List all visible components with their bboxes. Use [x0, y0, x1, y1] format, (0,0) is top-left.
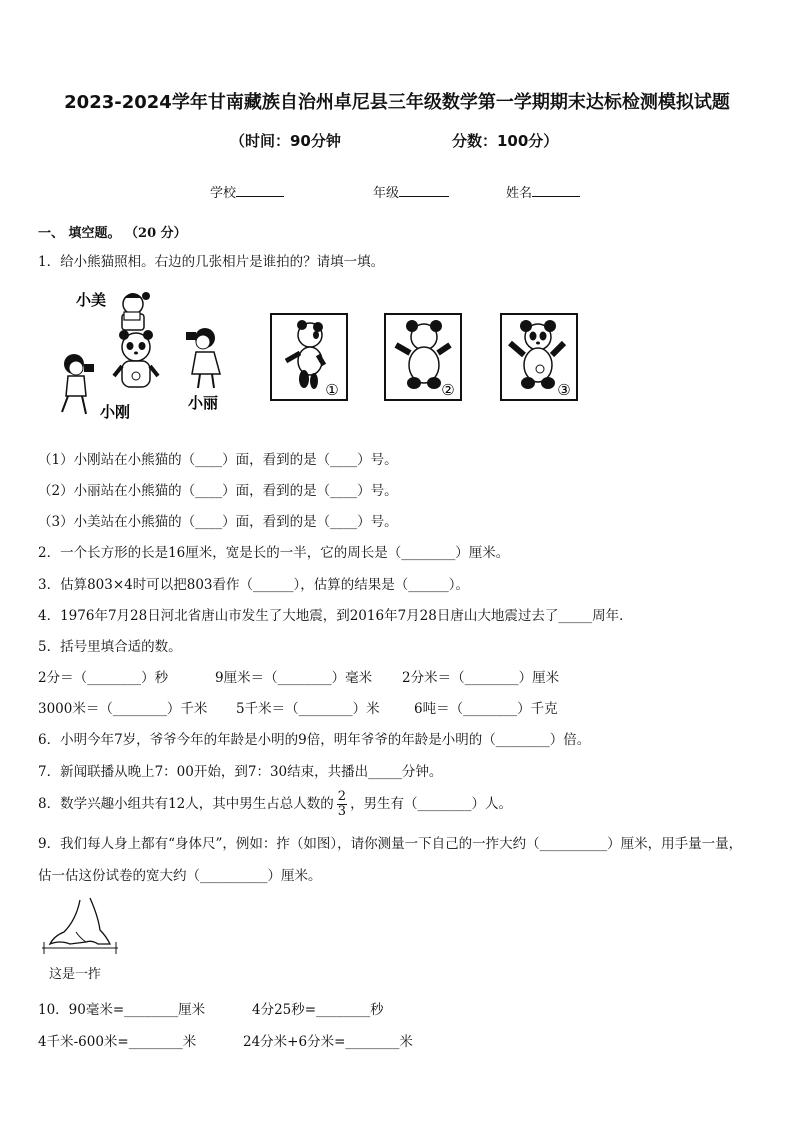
question-7: 7．新闻联播从晚上7：00开始，到7：30结束，共播出_____分钟。	[38, 764, 443, 780]
hand-span-icon	[40, 896, 120, 958]
question-5-item: 9厘米＝（________）毫米	[215, 670, 373, 686]
photo-number-1: ①	[325, 381, 339, 399]
photo-number-3: ③	[557, 381, 571, 399]
question-10-item: 4千米-600米=________米	[38, 1034, 197, 1050]
question-6: 6．小明今年7岁，爷爷今年的年龄是小明的9倍，明年爷爷的年龄是小明的（________）倍。	[38, 732, 591, 748]
panda-photo-1	[270, 313, 348, 401]
question-8-text-after: ，男生有（________）人。	[350, 796, 513, 812]
fraction-numerator: 2	[337, 789, 347, 804]
label-xiaoli: 小丽	[188, 394, 219, 412]
grade-field	[373, 182, 449, 201]
photo-number-2: ②	[441, 381, 455, 399]
hand-span-caption: 这是一拃	[49, 967, 102, 982]
question-5-item: 2分＝（________）秒	[38, 670, 169, 686]
grade-label: 年级	[373, 186, 400, 201]
school-label: 学校	[210, 186, 237, 201]
exam-title: 2023-2024学年甘南藏族自治州卓尼县三年级数学第一学期期末达标检测模拟试题	[64, 92, 730, 113]
panda-photo-2	[384, 313, 462, 401]
panda-photo-3	[500, 313, 578, 401]
name-label: 姓名	[506, 186, 533, 201]
question-3: 3．估算803×4时可以把803看作（______），估算的结果是（______）。	[38, 577, 470, 593]
question-10-item: 4分25秒=________秒	[252, 1002, 384, 1018]
question-1-part-1: （1）小刚站在小熊猫的（____）面，看到的是（____）号。	[38, 452, 398, 468]
question-9-line-2: 估一估这份试卷的宽大约（__________）厘米。	[38, 868, 322, 884]
name-blank[interactable]	[532, 184, 580, 197]
school-field	[210, 182, 284, 201]
fraction	[337, 790, 347, 819]
label-xiaomei: 小美	[76, 291, 107, 309]
question-5-item: 3000米＝（________）千米	[38, 701, 208, 717]
section-heading: 一、 填空题。 （20 分）	[38, 226, 187, 241]
question-5-item: 6吨＝（________）千克	[414, 701, 558, 717]
question-10-item: 10．90毫米=________厘米	[38, 1002, 206, 1018]
exam-score: 分数：100分）	[452, 132, 559, 150]
question-5: 5．括号里填合适的数。	[38, 639, 182, 655]
fraction-denominator: 3	[337, 804, 347, 819]
question-2: 2．一个长方形的长是16厘米，宽是长的一半，它的周长是（________）厘米。	[38, 545, 510, 561]
question-1: 1．给小熊猫照相。右边的几张相片是谁拍的？请填一填。	[38, 254, 385, 270]
question-1-part-2: （2）小丽站在小熊猫的（____）面，看到的是（____）号。	[38, 483, 398, 499]
label-xiaogang: 小刚	[100, 403, 131, 421]
exam-time: （时间：90分钟	[230, 132, 341, 150]
question-1-part-3: （3）小美站在小熊猫的（____）面，看到的是（____）号。	[38, 514, 398, 530]
question-8-text-before: 8．数学兴趣小组共有12人，其中男生占总人数的	[38, 796, 334, 812]
question-9-line-1: 9．我们每人身上都有“身体尺”，例如：拃（如图），请你测量一下自己的一拃大约（__________）厘米，用手量一量，	[38, 836, 743, 852]
question-5-item: 5千米＝（________）米	[236, 701, 380, 717]
school-blank[interactable]	[236, 184, 284, 197]
grade-blank[interactable]	[399, 184, 449, 197]
question-10-item: 24分米+6分米=________米	[243, 1034, 413, 1050]
name-field	[506, 182, 580, 201]
question-4: 4．1976年7月28日河北省唐山市发生了大地震，到2016年7月28日唐山大地震过去了_____周年．	[38, 608, 633, 624]
children-photographing-panda-figure	[38, 282, 268, 427]
question-5-item: 2分米＝（________）厘米	[402, 670, 560, 686]
question-8	[38, 787, 512, 821]
